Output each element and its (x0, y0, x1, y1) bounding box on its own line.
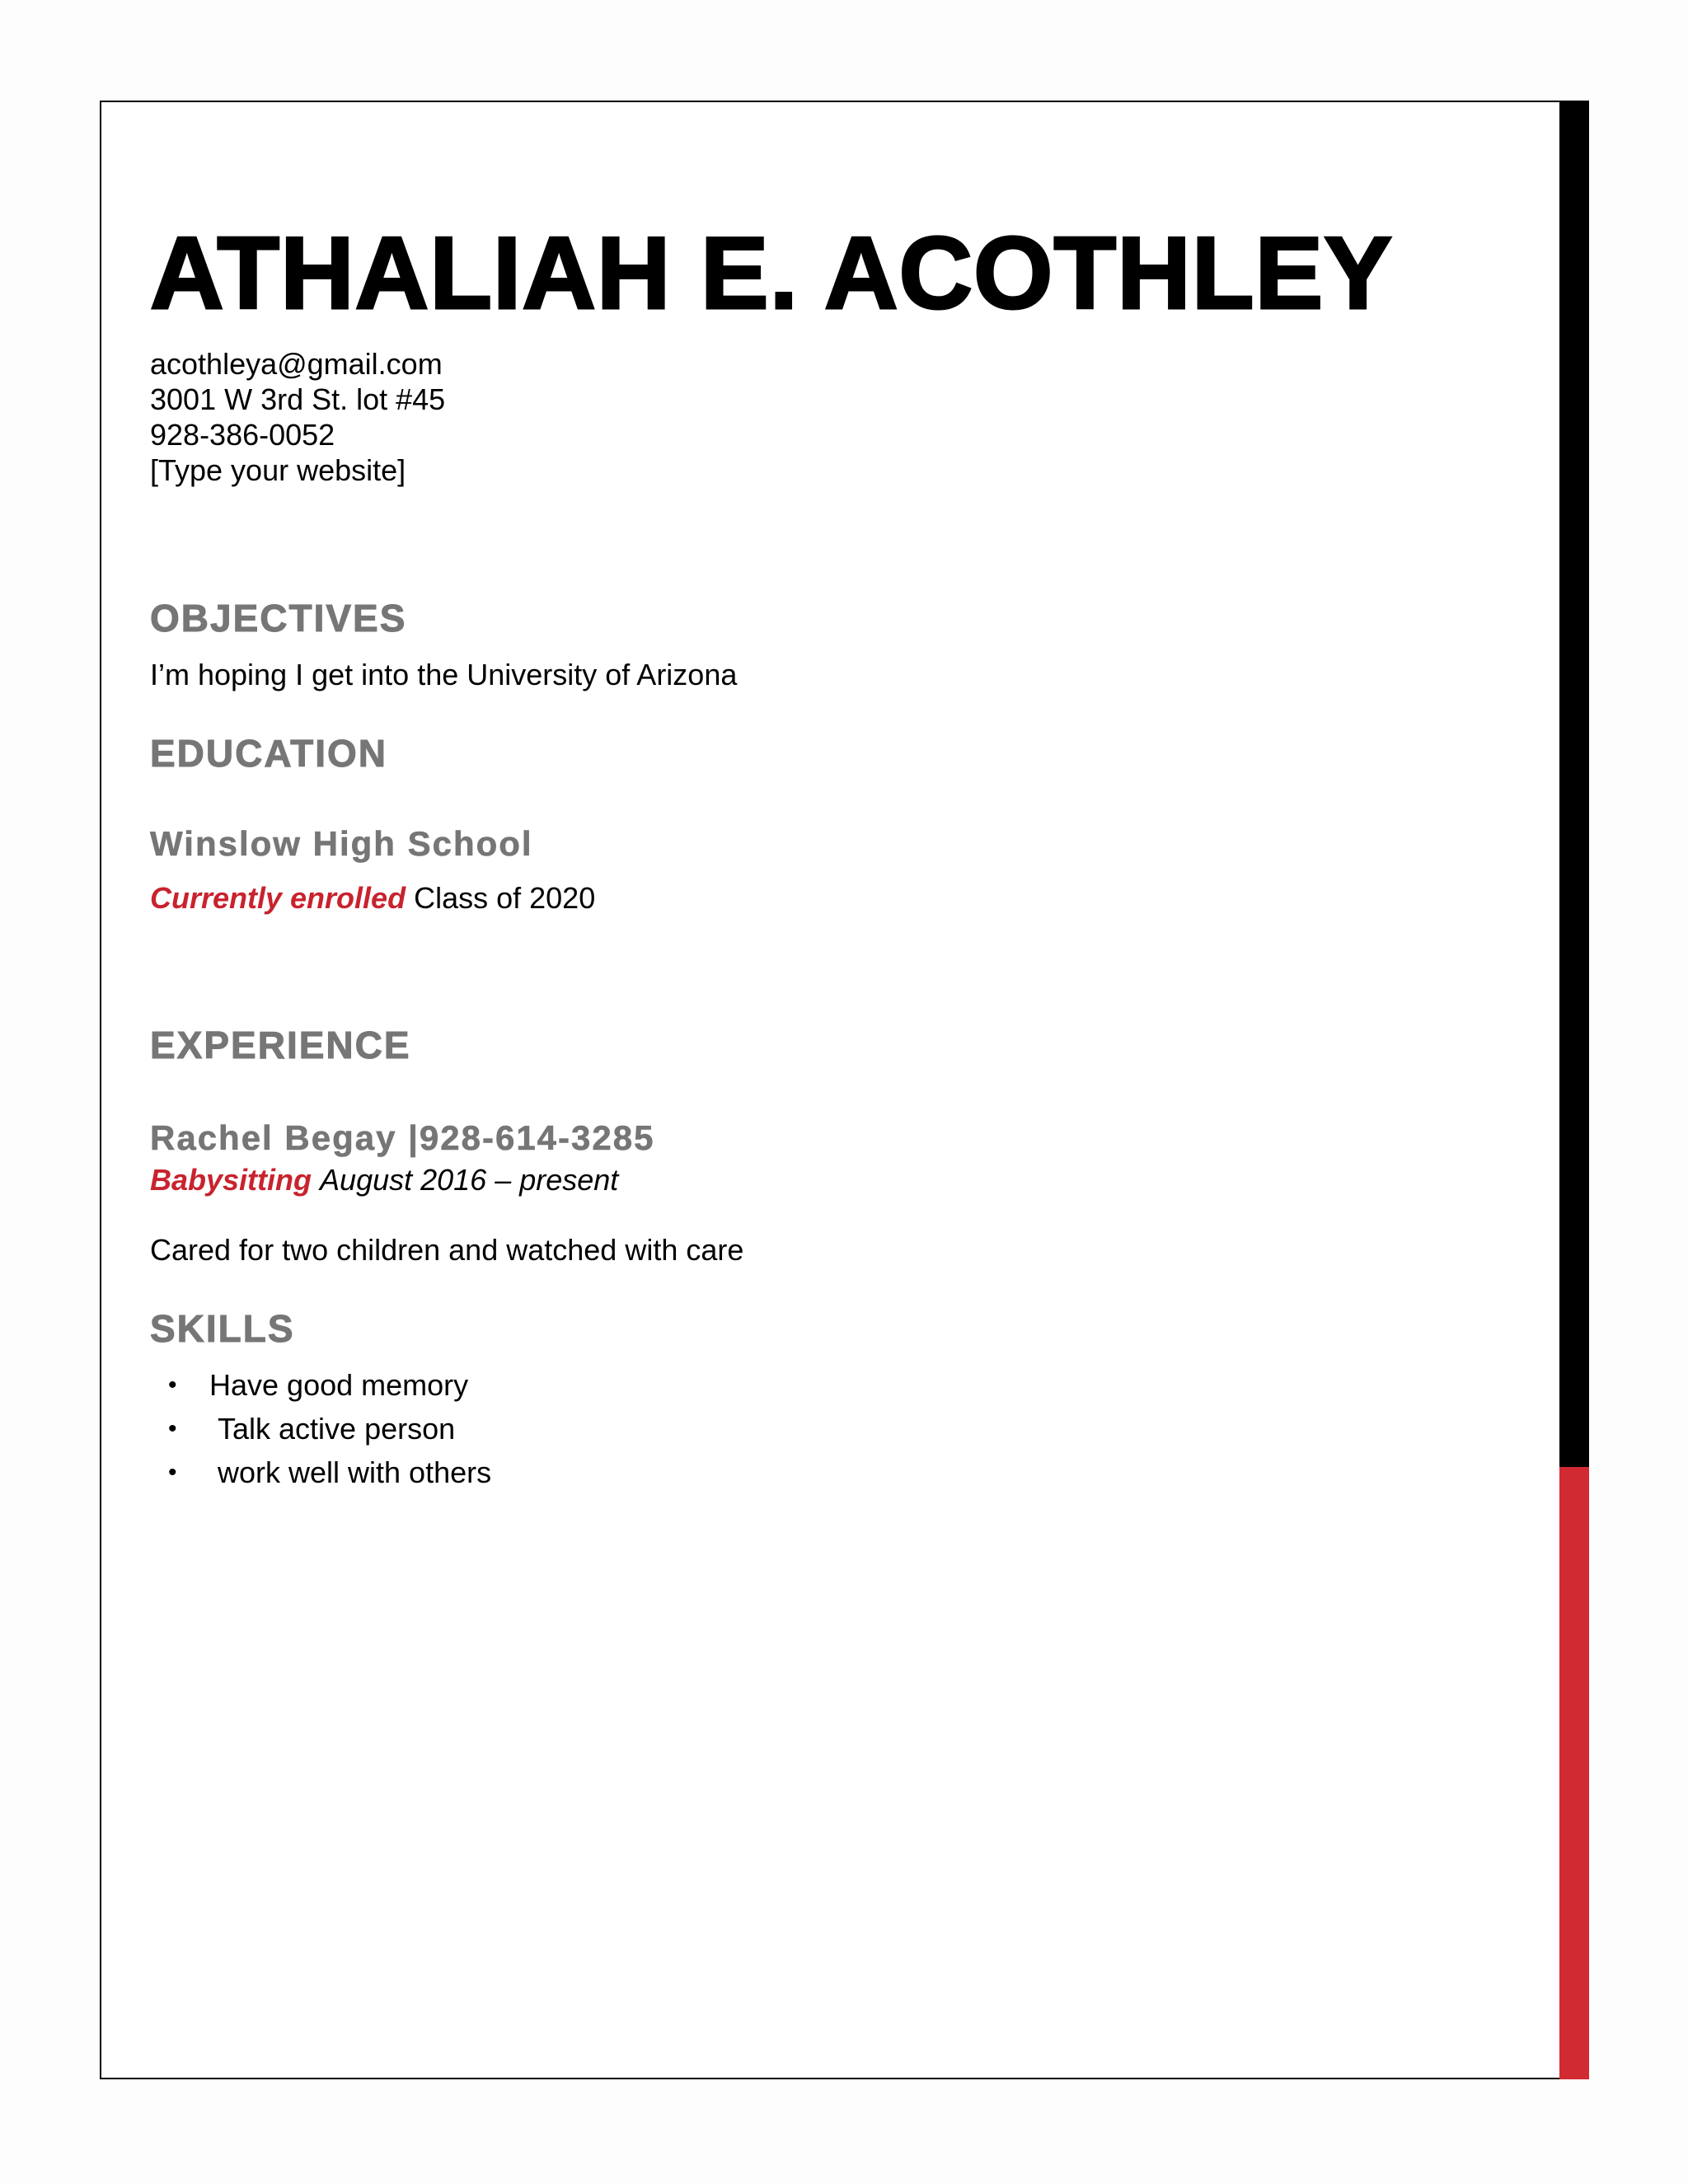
experience-dates: August 2016 – present (320, 1163, 619, 1197)
experience-employer: Rachel Begay (150, 1118, 397, 1157)
experience-role-line (150, 1162, 618, 1198)
side-accent-bar-red (1559, 1467, 1589, 2079)
experience-description: Cared for two children and watched with care (150, 1233, 744, 1267)
education-status-line (150, 880, 595, 916)
side-accent-bar-black (1559, 101, 1589, 1467)
objectives-heading: OBJECTIVES (150, 597, 407, 640)
resume-name: ATHALIAH E. ACOTHLEY (150, 217, 1393, 330)
contact-block (150, 346, 445, 488)
contact-phone: 928-386-0052 (150, 418, 335, 452)
contact-website: [Type your website] (150, 453, 406, 487)
education-status: Currently enrolled (150, 881, 406, 915)
education-heading: EDUCATION (150, 732, 388, 775)
experience-separator: | (408, 1118, 420, 1157)
education-school: Winslow High School (150, 824, 533, 863)
objectives-text: I’m hoping I get into the University of Arizona (150, 658, 738, 691)
bullet-icon: • (168, 1459, 177, 1486)
experience-employer-line (150, 1117, 654, 1160)
skill-text: Talk active person (218, 1412, 456, 1446)
skill-text: Have good memory (209, 1368, 469, 1402)
experience-employer-phone: 928-614-3285 (419, 1118, 655, 1157)
bullet-icon: • (168, 1415, 177, 1442)
education-class: Class of 2020 (414, 881, 596, 915)
contact-email: acothleya@gmail.com (150, 347, 443, 381)
skills-heading: SKILLS (150, 1307, 295, 1350)
skill-text: work well with others (218, 1455, 492, 1489)
contact-address: 3001 W 3rd St. lot #45 (150, 382, 446, 416)
experience-role: Babysitting (150, 1163, 312, 1197)
bullet-icon: • (168, 1371, 177, 1399)
experience-heading: EXPERIENCE (150, 1024, 411, 1066)
